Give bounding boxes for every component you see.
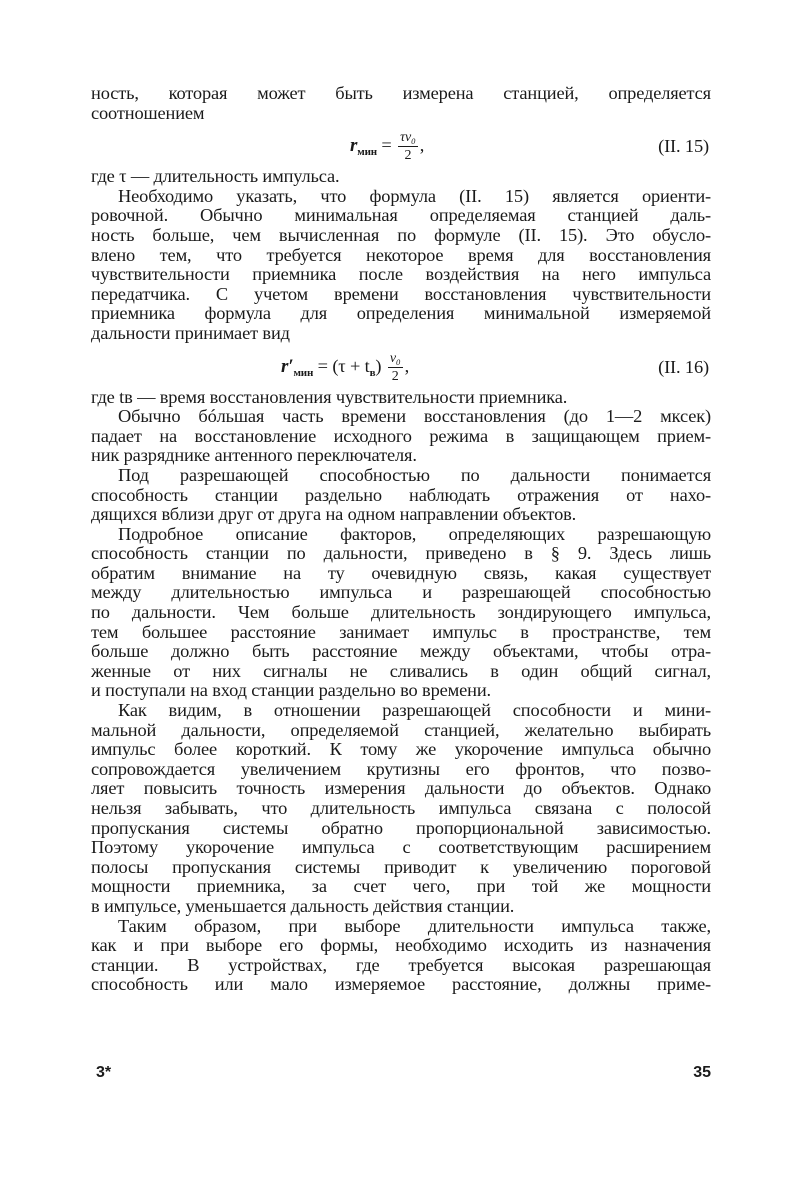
text-line: способность или мало измеряемое расстояние, должны приме-: [91, 974, 711, 995]
formula-r-min-prime: $r'_{мин} = (\tau + t_в)$ $\frac{\text{v₀}}{2}$ ,: [281, 350, 410, 384]
text-line: способность станции раздельно наблюдать отражения от нахо-: [91, 484, 711, 505]
text-line: ность, которая может быть измерена станцией, определяется: [91, 83, 711, 103]
text-line: Необходимо указать, что формула (II. 15) является ориенти-: [118, 185, 711, 206]
equation-II-16: [91, 344, 711, 388]
text-line: станции. В устройствах, где требуется высокая разрешающая: [91, 954, 711, 975]
text-line: больше должно быть расстояние между объектами, чтобы отра-: [91, 641, 711, 662]
equation-number: (II. 15): [658, 136, 709, 157]
text-line: где tв — время восстановления чувствительности приемника.: [91, 386, 568, 407]
text-line: соотношением: [91, 102, 205, 123]
text-line: полосы пропускания системы приводит к увеличению пороговой: [91, 856, 711, 877]
text-line: Таким образом, при выборе длительности импульса также,: [118, 915, 711, 936]
paragraph-block: [91, 167, 711, 343]
text-line: пропускания системы обратно пропорциональной зависимостью.: [91, 817, 711, 838]
equation-number: (II. 16): [658, 356, 709, 377]
text-line: в импульсе, уменьшается дальность действия станции.: [91, 895, 515, 916]
text-line: падает на восстановление исходного режима в защищающем прием-: [91, 425, 711, 446]
text-line: передатчика. С учетом времени восстановления чувствительности: [91, 283, 711, 304]
text-line: дальности принимает вид: [91, 322, 290, 343]
text-line: влено тем, что требуется некоторое время для восстановления: [91, 244, 711, 265]
text-line: мощности приемника, за счет чего, при той же мощности: [91, 876, 711, 897]
text-line: и поступали на вход станции раздельно во времени.: [91, 680, 491, 701]
text-line: между длительностью импульса и разрешающей способностью: [91, 582, 711, 603]
page-body: [91, 84, 711, 995]
text-line: дящихся вблизи друг от друга на одном направлении объектов.: [91, 504, 577, 525]
text-line: Под разрешающей способностью по дальности понимается: [118, 464, 711, 485]
text-line: Поэтому укорочение импульса с соответствующим расширением: [91, 837, 711, 858]
paragraph-block: [91, 388, 711, 995]
signature-mark: 3*: [96, 1064, 112, 1081]
text-line: мальной дальности, определяемой станцией, желательно выбирать: [91, 719, 711, 740]
text-line: ник разряднике антенного переключателя.: [91, 445, 417, 466]
text-line: Подробное описание факторов, определяющих разрешающую: [118, 523, 711, 544]
text-line: нельзя забывать, что длительность импульса связана с полосой: [91, 798, 711, 818]
text-line: где τ — длительность импульса.: [91, 166, 340, 187]
text-line: импульс более короткий. К тому же укорочение импульса обычно: [91, 739, 711, 760]
text-line: способность станции по дальности, приведено в § 9. Здесь лишь: [91, 543, 711, 564]
text-line: чувствительности приемника после воздействия на него импульса: [91, 264, 711, 285]
text-line: Обычно бóльшая часть времени восстановления (до 1—2 мксек): [118, 406, 711, 427]
text-line: женные от них сигналы не сливались в один общий сигнал,: [91, 660, 711, 681]
text-line: ровочной. Обычно минимальная определяемая станцией даль-: [91, 205, 711, 226]
text-line: по дальности. Чем больше длительность зондирующего импульса,: [91, 602, 711, 623]
equation-II-15: [91, 123, 711, 167]
page-number: 35: [693, 1064, 711, 1081]
text-line: ность больше, чем вычисленная по формуле (II. 15). Это обусло-: [91, 224, 711, 245]
text-line: как и при выборе его формы, необходимо исходить из назначения: [91, 935, 711, 956]
formula-r-min: $r_{мин}$ = $\frac{\text{τv₀}}{2}$ ,: [350, 130, 425, 164]
text-line: приемника формула для определения минимальной измеряемой: [91, 303, 711, 324]
text-line: сопровождается увеличением крутизны его фронтов, что позво-: [91, 758, 711, 779]
text-line: обратим внимание на ту очевидную связь, какая существует: [91, 562, 711, 583]
text-line: ляет повысить точность измерения дальности до объектов. Однако: [91, 778, 711, 799]
fraction: $\frac{\text{v₀}}{2}$: [389, 350, 401, 384]
text-line: Как видим, в отношении разрешающей способности и мини-: [118, 700, 711, 721]
fraction: $\frac{\text{τv₀}}{2}$: [400, 130, 416, 164]
text-line: тем большее расстояние занимает импульс в пространстве, тем: [91, 621, 711, 642]
